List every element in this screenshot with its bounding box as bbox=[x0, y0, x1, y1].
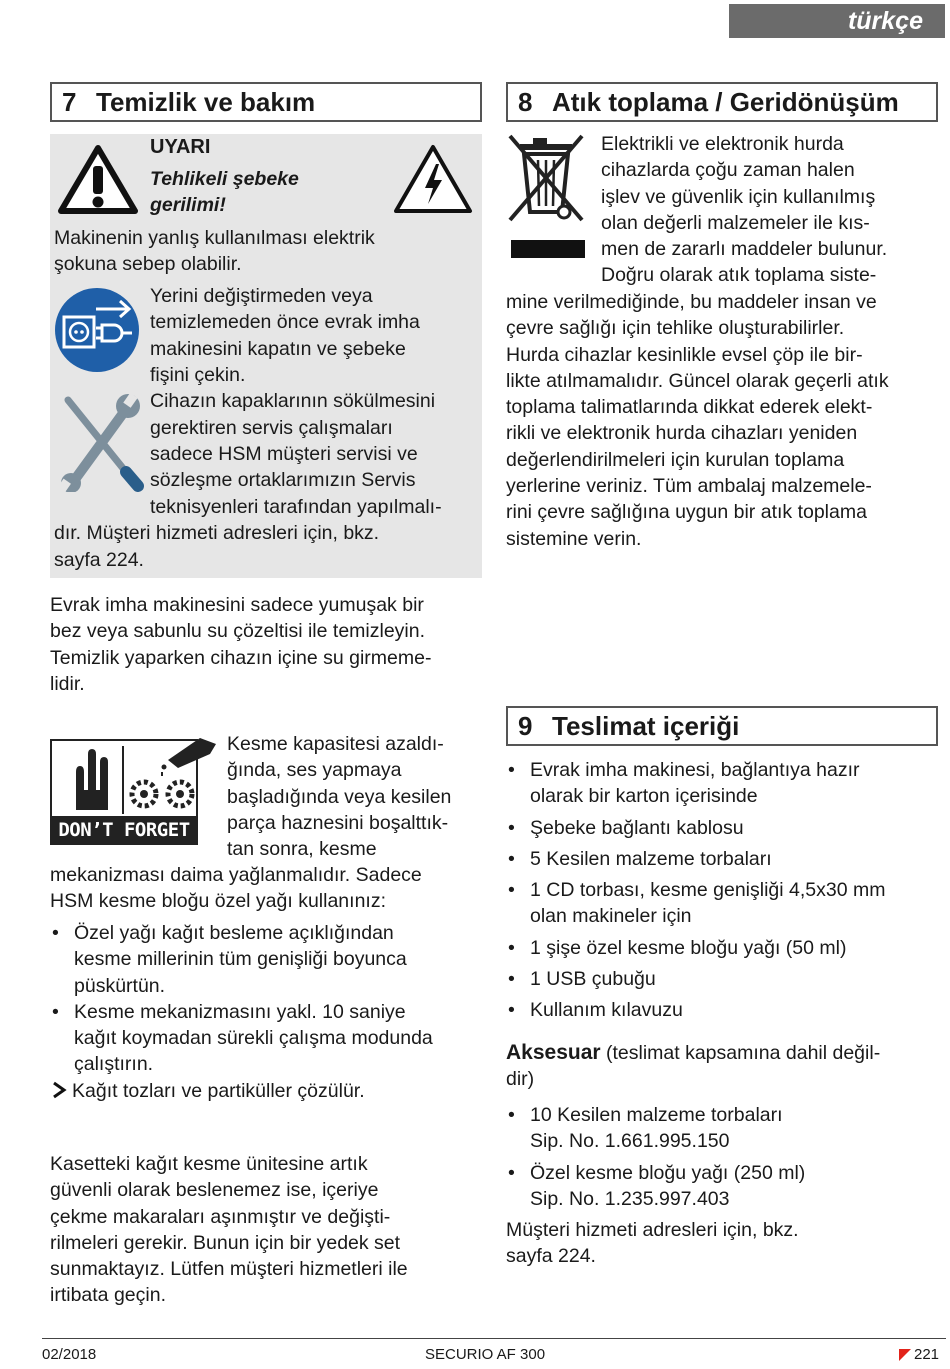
recycling-line: işlev ve güvenlik için kullanılmış bbox=[601, 185, 876, 208]
tools-icon bbox=[54, 392, 144, 492]
recycling-line: rikli ve elektronik hurda cihazları yeniden bbox=[506, 422, 858, 445]
warning-subtitle-2: gerilimi! bbox=[150, 194, 226, 216]
list-item-line: • 5 Kesilen malzeme torbaları bbox=[530, 847, 772, 870]
recycling-line: değerlendirilmeleri için kurulan toplama bbox=[506, 448, 845, 471]
cleaning-line: bez veya sabunlu su çözeltisi ile temizleyin. bbox=[50, 620, 426, 643]
section-title: Temizlik ve bakım bbox=[96, 87, 316, 117]
order-number: Sip. No. 1.235.997.403 bbox=[530, 1187, 730, 1210]
unplug-text-2: temizlemeden önce evrak imha bbox=[150, 311, 420, 333]
section-title: Atık toplama / Geridönüşüm bbox=[552, 87, 899, 117]
service-text-4: sözleşme ortaklarımızın Servis bbox=[150, 469, 416, 491]
service-text-7: sayfa 224. bbox=[54, 549, 144, 571]
unplug-mandatory-icon bbox=[54, 287, 140, 373]
section-title: Teslimat içeriği bbox=[552, 711, 740, 741]
result-line bbox=[50, 1078, 365, 1104]
oil-line: ğında, ses yapmaya bbox=[227, 759, 402, 782]
section-number: 8 bbox=[518, 87, 533, 117]
cassette-line: irtibata geçin. bbox=[50, 1284, 166, 1307]
service-line: sayfa 224. bbox=[506, 1245, 596, 1268]
accessory-heading bbox=[506, 1040, 880, 1093]
list-item bbox=[506, 1160, 805, 1213]
oil-line: Kesme kapasitesi azaldı- bbox=[227, 733, 444, 755]
list-item bbox=[506, 877, 885, 930]
list-item-line: olarak bir karton içerisinde bbox=[530, 785, 758, 808]
service-line: Müşteri hizmeti adresleri için, bkz. bbox=[506, 1219, 799, 1241]
service-text-1: Cihazın kapaklarının sökülmesini bbox=[150, 390, 436, 412]
cleaning-paragraph bbox=[50, 592, 431, 697]
oil-line: tan sonra, kesme bbox=[227, 838, 377, 861]
oil-line: başladığında veya kesilen bbox=[227, 785, 452, 808]
oil-line: mekanizması daima yağlanmalıdır. Sadece bbox=[50, 864, 422, 886]
list-item-line: • Özel kesme bloğu yağı (250 ml) bbox=[530, 1161, 806, 1184]
warning-triangle-icon bbox=[58, 144, 138, 214]
oil-steps-list bbox=[50, 920, 433, 1078]
footer-page-number: 221 bbox=[914, 1346, 940, 1363]
arrow-right-icon bbox=[50, 1081, 68, 1099]
oil-tail-paragraph bbox=[50, 862, 422, 915]
recycling-line: yerlerine veriniz. Tüm ambalaj malzemele- bbox=[506, 475, 872, 498]
recycling-line: toplama talimatlarında dikkat ederek elekt- bbox=[506, 396, 873, 419]
oil-line: HSM kesme bloğu özel yağı kullanınız: bbox=[50, 890, 386, 913]
service-text-2: gerektiren servis çalışmaları bbox=[150, 417, 393, 439]
section-8-heading bbox=[506, 82, 938, 122]
service-text-3: sadece HSM müşteri servisi ve bbox=[150, 443, 418, 465]
list-item-line: püskürtün. bbox=[74, 974, 166, 997]
list-item bbox=[506, 966, 885, 992]
list-item bbox=[50, 920, 433, 999]
dont-forget-label: DON’T FORGET bbox=[58, 819, 190, 841]
recycling-line: Doğru olarak atık toplama siste- bbox=[601, 264, 877, 287]
cleaning-line: Evrak imha makinesini sadece yumuşak bir bbox=[50, 594, 424, 616]
recycling-line: olan değerli malzemeler ile kıs- bbox=[601, 211, 870, 234]
service-reference bbox=[506, 1217, 799, 1270]
corner-triangle-icon bbox=[899, 1349, 911, 1361]
footer-model: SECURIO AF 300 bbox=[425, 1346, 546, 1363]
list-item-line: kağıt koymadan sürekli çalışma modunda bbox=[74, 1027, 433, 1050]
recycling-side-paragraph bbox=[601, 131, 887, 289]
list-item-line: • Evrak imha makinesi, bağlantıya hazır bbox=[530, 759, 860, 781]
warning-box bbox=[50, 134, 482, 578]
cassette-line: güvenli olarak beslenemez ise, içeriye bbox=[50, 1179, 379, 1202]
list-item-line: kesme millerinin tüm genişliği boyunca bbox=[74, 948, 407, 971]
service-text-5: teknisyenleri tarafından yapılmalı- bbox=[150, 496, 442, 518]
accessory-note: (teslimat kapsamına dahil değil- bbox=[600, 1042, 881, 1064]
list-item bbox=[506, 935, 885, 961]
cassette-line: sunmaktayız. Lütfen müşteri hizmetleri ile bbox=[50, 1258, 408, 1281]
section-7-heading bbox=[50, 82, 482, 122]
order-number: Sip. No. 1.661.995.150 bbox=[530, 1130, 730, 1153]
cassette-paragraph bbox=[50, 1151, 408, 1309]
cleaning-line: Temizlik yaparken cihazın içine su girmeme- bbox=[50, 646, 432, 669]
list-item bbox=[506, 846, 885, 872]
dont-forget-icon bbox=[50, 732, 220, 845]
list-item-line: • 10 Kesilen malzeme torbaları bbox=[530, 1104, 783, 1126]
language-tab: türkçe bbox=[729, 4, 945, 38]
delivery-list bbox=[506, 757, 885, 1024]
cleaning-line: lidir. bbox=[50, 672, 85, 695]
result-text: Kağıt tozları ve partiküller çözülür. bbox=[72, 1080, 365, 1102]
accessory-note-end: dir) bbox=[506, 1068, 535, 1091]
list-item-line: • Özel yağı kağıt besleme açıklığından bbox=[74, 922, 394, 944]
list-item bbox=[506, 1102, 805, 1155]
unplug-text-3: makinesini kapatın ve şebeke bbox=[150, 338, 406, 360]
list-item-line: • Şebeke bağlantı kablosu bbox=[530, 816, 744, 839]
cassette-line: Kasetteki kağıt kesme ünitesine artık bbox=[50, 1153, 368, 1175]
list-item bbox=[50, 999, 433, 1078]
accessory-title: Aksesuar bbox=[506, 1041, 601, 1064]
page-footer bbox=[42, 1338, 946, 1363]
oil-side-paragraph bbox=[227, 731, 451, 862]
unplug-text-4: fişini çekin. bbox=[150, 364, 246, 386]
list-item-line: çalıştırın. bbox=[74, 1053, 154, 1076]
list-item bbox=[506, 757, 885, 810]
recycling-line: Hurda cihazlar kesinlikle evsel çöp ile bir- bbox=[506, 343, 863, 366]
service-text-6: dır. Müşteri hizmeti adresleri için, bkz. bbox=[54, 522, 380, 544]
list-item bbox=[506, 997, 885, 1023]
list-item-line: • 1 şişe özel kesme bloğu yağı (50 ml) bbox=[530, 936, 847, 959]
list-item-line: olan makineler için bbox=[530, 905, 692, 928]
recycling-line: likte atılmamalıdır. Güncel olarak geçerli atık bbox=[506, 369, 889, 392]
list-item bbox=[506, 815, 885, 841]
recycling-line: sistemine verin. bbox=[506, 527, 642, 550]
section-number: 9 bbox=[518, 711, 533, 741]
list-item-line: • Kullanım kılavuzu bbox=[530, 999, 683, 1022]
list-item-line: • Kesme mekanizmasını yakl. 10 saniye bbox=[74, 1000, 406, 1023]
warning-label: UYARI bbox=[150, 136, 211, 158]
list-item-line: • 1 USB çubuğu bbox=[530, 968, 656, 991]
recycling-full-paragraph bbox=[506, 289, 889, 552]
unplug-text-1: Yerini değiştirmeden veya bbox=[150, 285, 373, 307]
accessory-list bbox=[506, 1102, 805, 1212]
cassette-line: çekme makaraları aşınmıştır ve değişti- bbox=[50, 1205, 391, 1228]
warning-subtitle-1: Tehlikeli şebeke bbox=[150, 168, 299, 190]
section-number: 7 bbox=[62, 87, 77, 117]
recycling-line: men de zararlı maddeler bulunur. bbox=[601, 238, 888, 261]
electric-hazard-icon bbox=[392, 142, 474, 216]
section-9-heading bbox=[506, 706, 938, 746]
recycling-line: rini çevre sağlığına uygun bir atık toplama bbox=[506, 501, 867, 524]
oil-line: parça haznesini boşalttık- bbox=[227, 811, 449, 834]
footer-date: 02/2018 bbox=[42, 1346, 97, 1363]
list-item-line: • 1 CD torbası, kesme genişliği 4,5x30 mm bbox=[530, 879, 886, 902]
cassette-line: rilmeleri gerekir. Bunun için bir yedek set bbox=[50, 1231, 401, 1254]
recycling-line: mine verilmediğinde, bu maddeler insan ve bbox=[506, 291, 877, 313]
weee-bin-icon bbox=[506, 132, 588, 262]
recycling-line: Elektrikli ve elektronik hurda bbox=[601, 133, 844, 155]
warning-text-1: Makinenin yanlış kullanılması elektrik bbox=[54, 227, 375, 249]
warning-text-2: şokuna sebep olabilir. bbox=[54, 253, 242, 275]
recycling-line: çevre sağlığı için tehlike oluşturabilirler. bbox=[506, 317, 845, 340]
recycling-line: cihazlarda çoğu zaman halen bbox=[601, 159, 855, 182]
